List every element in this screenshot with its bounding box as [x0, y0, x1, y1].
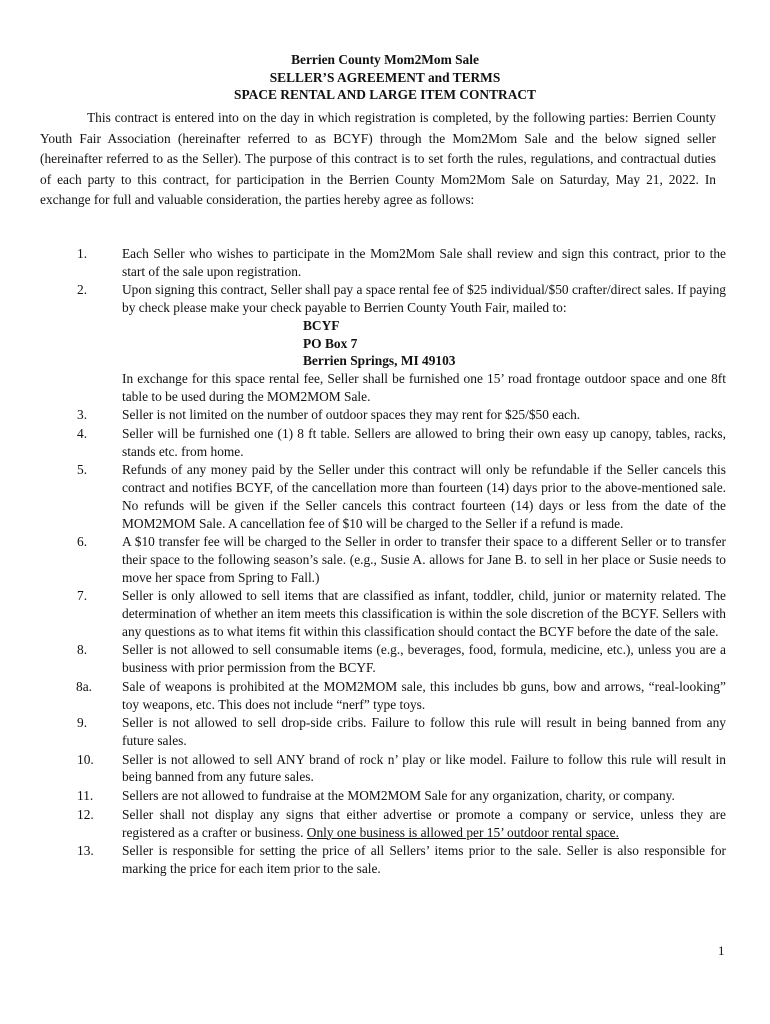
term-text: Upon signing this contract, Seller shall pay a space rental fee of $25 individual/$50 crafter/direct sales. If paying by check please make your check payable to Berrien County Youth Fair, mailed to:	[122, 282, 726, 316]
term-item-2	[40, 281, 726, 405]
term-number: 1.	[77, 246, 88, 261]
term-item-11	[40, 787, 726, 805]
term-text: Refunds of any money paid by the Seller under this contract will only be refundable if the Seller cancels this contract and notifies BCYF, of the cancellation more than fourteen (14) days prior to the above-mentioned sale. No refunds will be given if the Seller cancels this contract fourteen (14) days or less from the date of the MOM2MOM Sale. A cancellation fee of $10 will be charged to the Seller if a refund is made.	[122, 462, 726, 531]
term-text-continued: In exchange for this space rental fee, Seller shall be furnished one 15’ road frontage outdoor space and one 8ft table to be used during the MOM2MOM Sale.	[122, 370, 726, 404]
term-item-8	[40, 641, 726, 676]
term-number: 9.	[77, 715, 88, 731]
term-number: 5.	[77, 462, 88, 478]
term-item-6	[40, 533, 726, 586]
term-text: A $10 transfer fee will be charged to the Seller in order to transfer their space to a different Seller or to transfer their space to the following season’s sale. (e.g., Susie A. allows for Jane B. to sell in her place or Susie needs to move her space from Spring to Fall.)	[122, 534, 726, 585]
header-title: Berrien County Mom2Mom Sale	[291, 52, 479, 67]
term-number: 2.	[77, 282, 88, 298]
intro-paragraph: This contract is entered into on the day in which registration is completed, by the following parties: Berrien County Youth Fair Association (hereinafter referred to as BCYF) through the Mom2Mom Sale and the below signed seller (hereinafter referred to as the Seller). The purpose of this contract is to set forth the rules, regulations, and contractual duties of each party to this contract, for participation in the Berrien County Mom2Mom Sale on Saturday, May 21, 2022. In exchange for full and valuable consideration, the parties hereby agree as follows:	[40, 110, 716, 208]
term-item-8a	[40, 678, 726, 713]
term-text: Sellers are not allowed to fundraise at the MOM2MOM Sale for any organization, charity, or company.	[122, 788, 675, 804]
term-body	[122, 281, 726, 405]
term-underlined-text: Only one business is allowed per 15’ outdoor rental space.	[306, 824, 619, 840]
term-item-10	[40, 751, 726, 786]
term-text: Seller will be furnished one (1) 8 ft table. Sellers are allowed to bring their own easy up canopy, tables, racks, stands etc. from home.	[122, 426, 726, 459]
term-number: 8a.	[76, 678, 92, 694]
term-text: Seller is not allowed to sell drop-side cribs. Failure to follow this rule will result in being banned from any future sales.	[122, 715, 726, 748]
term-item-13	[40, 842, 726, 877]
term-item-5	[40, 461, 726, 532]
term-item-12	[40, 806, 726, 841]
term-number: 6.	[77, 534, 88, 550]
term-item-7	[40, 587, 726, 640]
header-subtitle: SELLER’S AGREEMENT and TERMS	[269, 69, 501, 85]
term-text: Seller is not allowed to sell ANY brand of rock n’ play or like model. Failure to follow this rule will result in being banned from any future sales.	[122, 751, 726, 785]
term-text: Seller shall not display any signs that either advertise or promote a company or service, unless they are registered as a crafter or business.	[122, 806, 726, 840]
term-number: 13.	[77, 843, 94, 859]
term-text: Seller is responsible for setting the price of all Sellers’ items prior to the sale. Seller is also responsible for marking the price for each item prior to the sale.	[122, 843, 726, 876]
term-number: 8.	[77, 642, 88, 658]
terms-list	[40, 245, 726, 879]
header-contract-type: SPACE RENTAL AND LARGE ITEM CONTRACT	[234, 87, 536, 102]
term-text: Seller is not limited on the number of outdoor spaces they may rent for $25/$50 each.	[122, 407, 581, 423]
term-number: 7.	[77, 588, 88, 604]
term-number: 3.	[77, 407, 88, 423]
address-line-box: PO Box 7	[303, 335, 358, 351]
term-text: Seller is not allowed to sell consumable items (e.g., beverages, food, formula, medicine, etc.), unless you are a business with prior permission from the BCYF.	[122, 642, 726, 676]
term-number: 4.	[77, 426, 88, 442]
term-body	[122, 806, 726, 841]
term-number: 12.	[77, 806, 94, 822]
address-line-city: Berrien Springs, MI 49103	[303, 353, 456, 369]
term-number: 10.	[77, 751, 94, 767]
term-item-9	[40, 714, 726, 749]
term-number: 11.	[77, 788, 94, 804]
term-item-3	[40, 406, 726, 424]
mailing-address	[122, 317, 726, 370]
term-item-4	[40, 425, 726, 460]
term-text: Seller is only allowed to sell items that are classified as infant, toddler, child, junior or maternity related. The determination of whether an item meets this classification is within the sole discretion of the BCYF. Sellers with any questions as to what items fit within this classification should contact the BCYF before the date of the sale.	[122, 588, 726, 639]
document-header	[0, 51, 770, 104]
term-text: Sale of weapons is prohibited at the MOM2MOM sale, this includes bb guns, bow and arrows, “real-looking” toy weapons, etc. This does not include “nerf” type toys.	[122, 678, 726, 712]
term-text: Each Seller who wishes to participate in the Mom2Mom Sale shall review and sign this contract, prior to the start of the sale upon registration.	[122, 246, 726, 279]
term-item-1	[40, 245, 726, 280]
page-number: 1	[718, 943, 725, 958]
address-line-name: BCYF	[303, 317, 340, 333]
